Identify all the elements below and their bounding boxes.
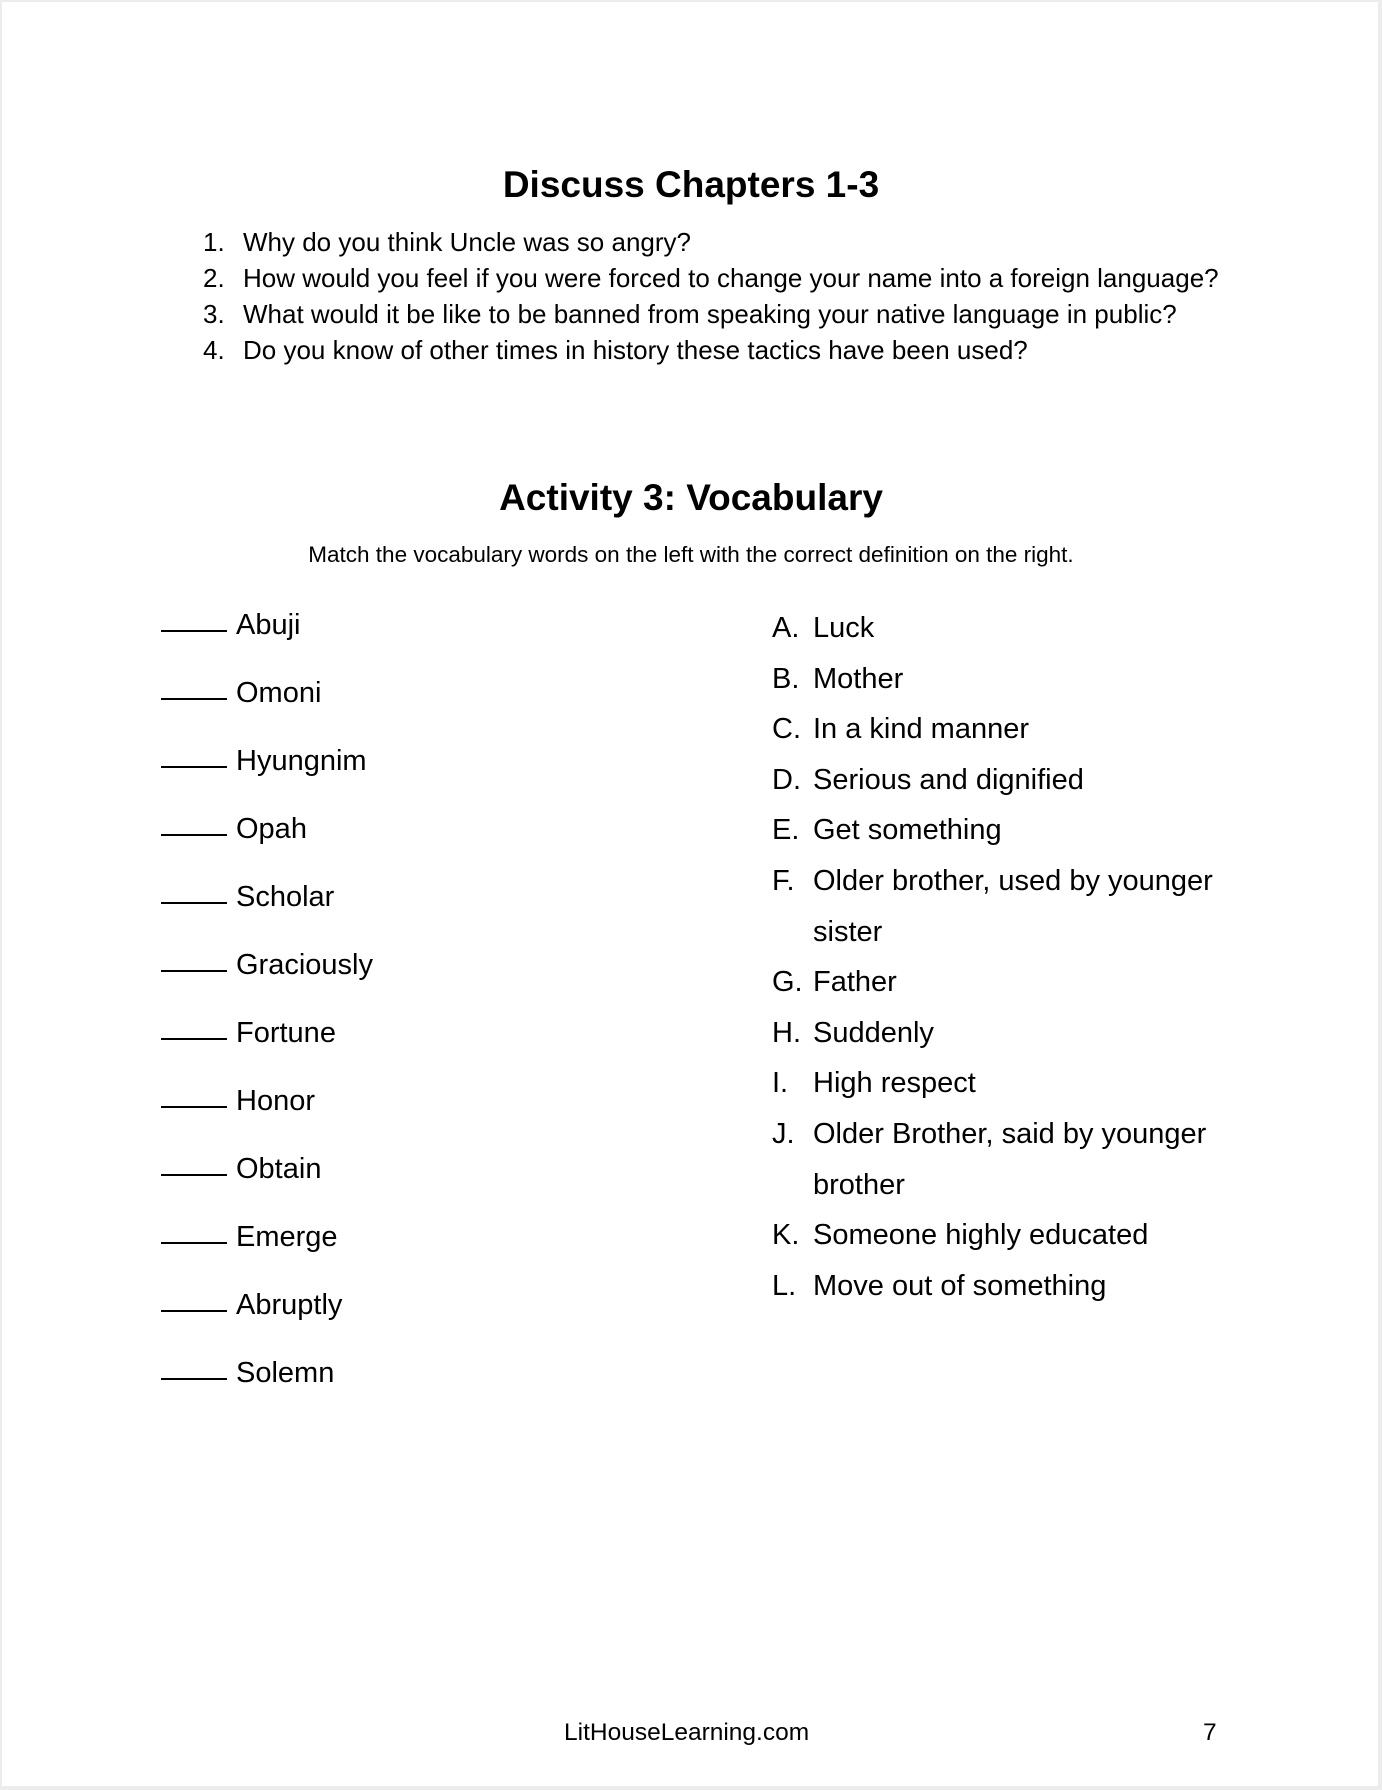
definition-letter: K. (772, 1219, 800, 1252)
definition-text: Someone highly educated (813, 1219, 1149, 1252)
discussion-questions (0, 224, 1233, 368)
vocab-word-row (161, 1284, 373, 1352)
definition-text: Serious and dignified (813, 763, 1084, 796)
activity-title: Activity 3: Vocabulary (499, 477, 883, 518)
definition-letter: E. (772, 814, 800, 847)
definition-letter: A. (772, 612, 800, 644)
vocab-word-row (161, 740, 373, 808)
answer-blank[interactable] (161, 942, 227, 972)
question-text: Why do you think Uncle was so angry? (243, 227, 691, 257)
definition-item (772, 1210, 1252, 1261)
vocab-word: Obtain (236, 1153, 322, 1185)
vocab-word: Opah (236, 813, 307, 845)
vocab-word-row (161, 1148, 373, 1216)
vocab-word-row (161, 1216, 373, 1284)
answer-blank[interactable] (161, 670, 227, 700)
vocab-word: Abuji (236, 609, 301, 641)
definition-text: High respect (813, 1067, 976, 1100)
vocabulary-word-list (161, 604, 373, 1420)
definition-item (772, 654, 1252, 705)
vocab-word-row (161, 1352, 373, 1420)
answer-blank[interactable] (161, 602, 227, 632)
discussion-title: Discuss Chapters 1-3 (502, 164, 880, 205)
vocab-word-row (161, 604, 373, 672)
definition-item (772, 957, 1252, 1008)
vocab-word-row (161, 672, 373, 740)
definition-item (772, 603, 1252, 654)
definition-item (772, 805, 1252, 856)
answer-blank[interactable] (161, 1078, 227, 1108)
vocab-word-row (161, 876, 373, 944)
question-item (0, 296, 1233, 332)
definition-item (772, 1058, 1252, 1109)
question-item (0, 224, 1233, 260)
definition-text: Get something (813, 814, 1002, 847)
question-text: Do you know of other times in history these tactics have been used? (243, 335, 1028, 365)
definition-text: Luck (813, 612, 875, 644)
vocab-word: Omoni (236, 677, 322, 709)
question-number: 1. (203, 227, 225, 257)
definition-letter: C. (772, 713, 801, 746)
answer-blank[interactable] (161, 1282, 227, 1312)
definition-item (772, 1008, 1252, 1059)
answer-blank[interactable] (161, 874, 227, 904)
question-text: What would it be like to be banned from speaking your native language in public? (243, 299, 1177, 329)
definition-letter: I. (772, 1067, 789, 1100)
definition-text: Mother (813, 662, 904, 695)
vocab-word-row (161, 808, 373, 876)
definition-letter: L. (772, 1269, 797, 1302)
question-item (0, 332, 1233, 368)
definition-letter: G. (772, 966, 803, 999)
vocab-word: Solemn (236, 1357, 335, 1389)
definition-text: In a kind manner (813, 713, 1030, 746)
definition-letter: H. (772, 1016, 801, 1049)
vocab-word: Fortune (236, 1017, 336, 1049)
definition-letter: J. (772, 1117, 795, 1150)
definition-letter: B. (772, 662, 800, 695)
vocab-word: Emerge (236, 1221, 338, 1253)
answer-blank[interactable] (161, 806, 227, 836)
definition-letter: F. (772, 864, 795, 897)
definition-text: Older brother, used by younger sister (813, 864, 1213, 948)
definition-text: Move out of something (813, 1269, 1107, 1302)
vocab-word-row (161, 944, 373, 1012)
question-number: 2. (203, 263, 225, 293)
activity-instructions: Match the vocabulary words on the left with the correct definition on the right. (308, 542, 1074, 567)
answer-blank[interactable] (161, 1214, 227, 1244)
definition-letter: D. (772, 763, 801, 796)
answer-blank[interactable] (161, 738, 227, 768)
vocab-word: Honor (236, 1085, 315, 1117)
answer-blank[interactable] (161, 1350, 227, 1380)
vocab-word: Scholar (236, 881, 335, 913)
definition-item (772, 856, 1252, 957)
definition-item (772, 704, 1252, 755)
definition-text: Father (813, 966, 897, 999)
question-item (0, 260, 1233, 296)
question-number: 4. (203, 335, 225, 365)
definition-item (772, 755, 1252, 806)
page-number: 7 (1203, 1719, 1217, 1746)
definition-text: Older Brother, said by younger brother (813, 1117, 1207, 1201)
definition-item (772, 1261, 1252, 1312)
vocab-word-row (161, 1012, 373, 1080)
question-number: 3. (203, 299, 225, 329)
vocab-word-row (161, 1080, 373, 1148)
footer-site: LitHouseLearning.com (564, 1719, 810, 1746)
definition-text: Suddenly (813, 1016, 934, 1049)
vocab-word: Hyungnim (236, 745, 367, 777)
definition-list (772, 603, 1252, 1311)
answer-blank[interactable] (161, 1146, 227, 1176)
vocab-word: Graciously (236, 949, 373, 981)
question-text: How would you feel if you were forced to change your name into a foreign language? (243, 263, 1219, 293)
vocab-word: Abruptly (236, 1289, 343, 1321)
definition-item (772, 1109, 1252, 1210)
answer-blank[interactable] (161, 1010, 227, 1040)
